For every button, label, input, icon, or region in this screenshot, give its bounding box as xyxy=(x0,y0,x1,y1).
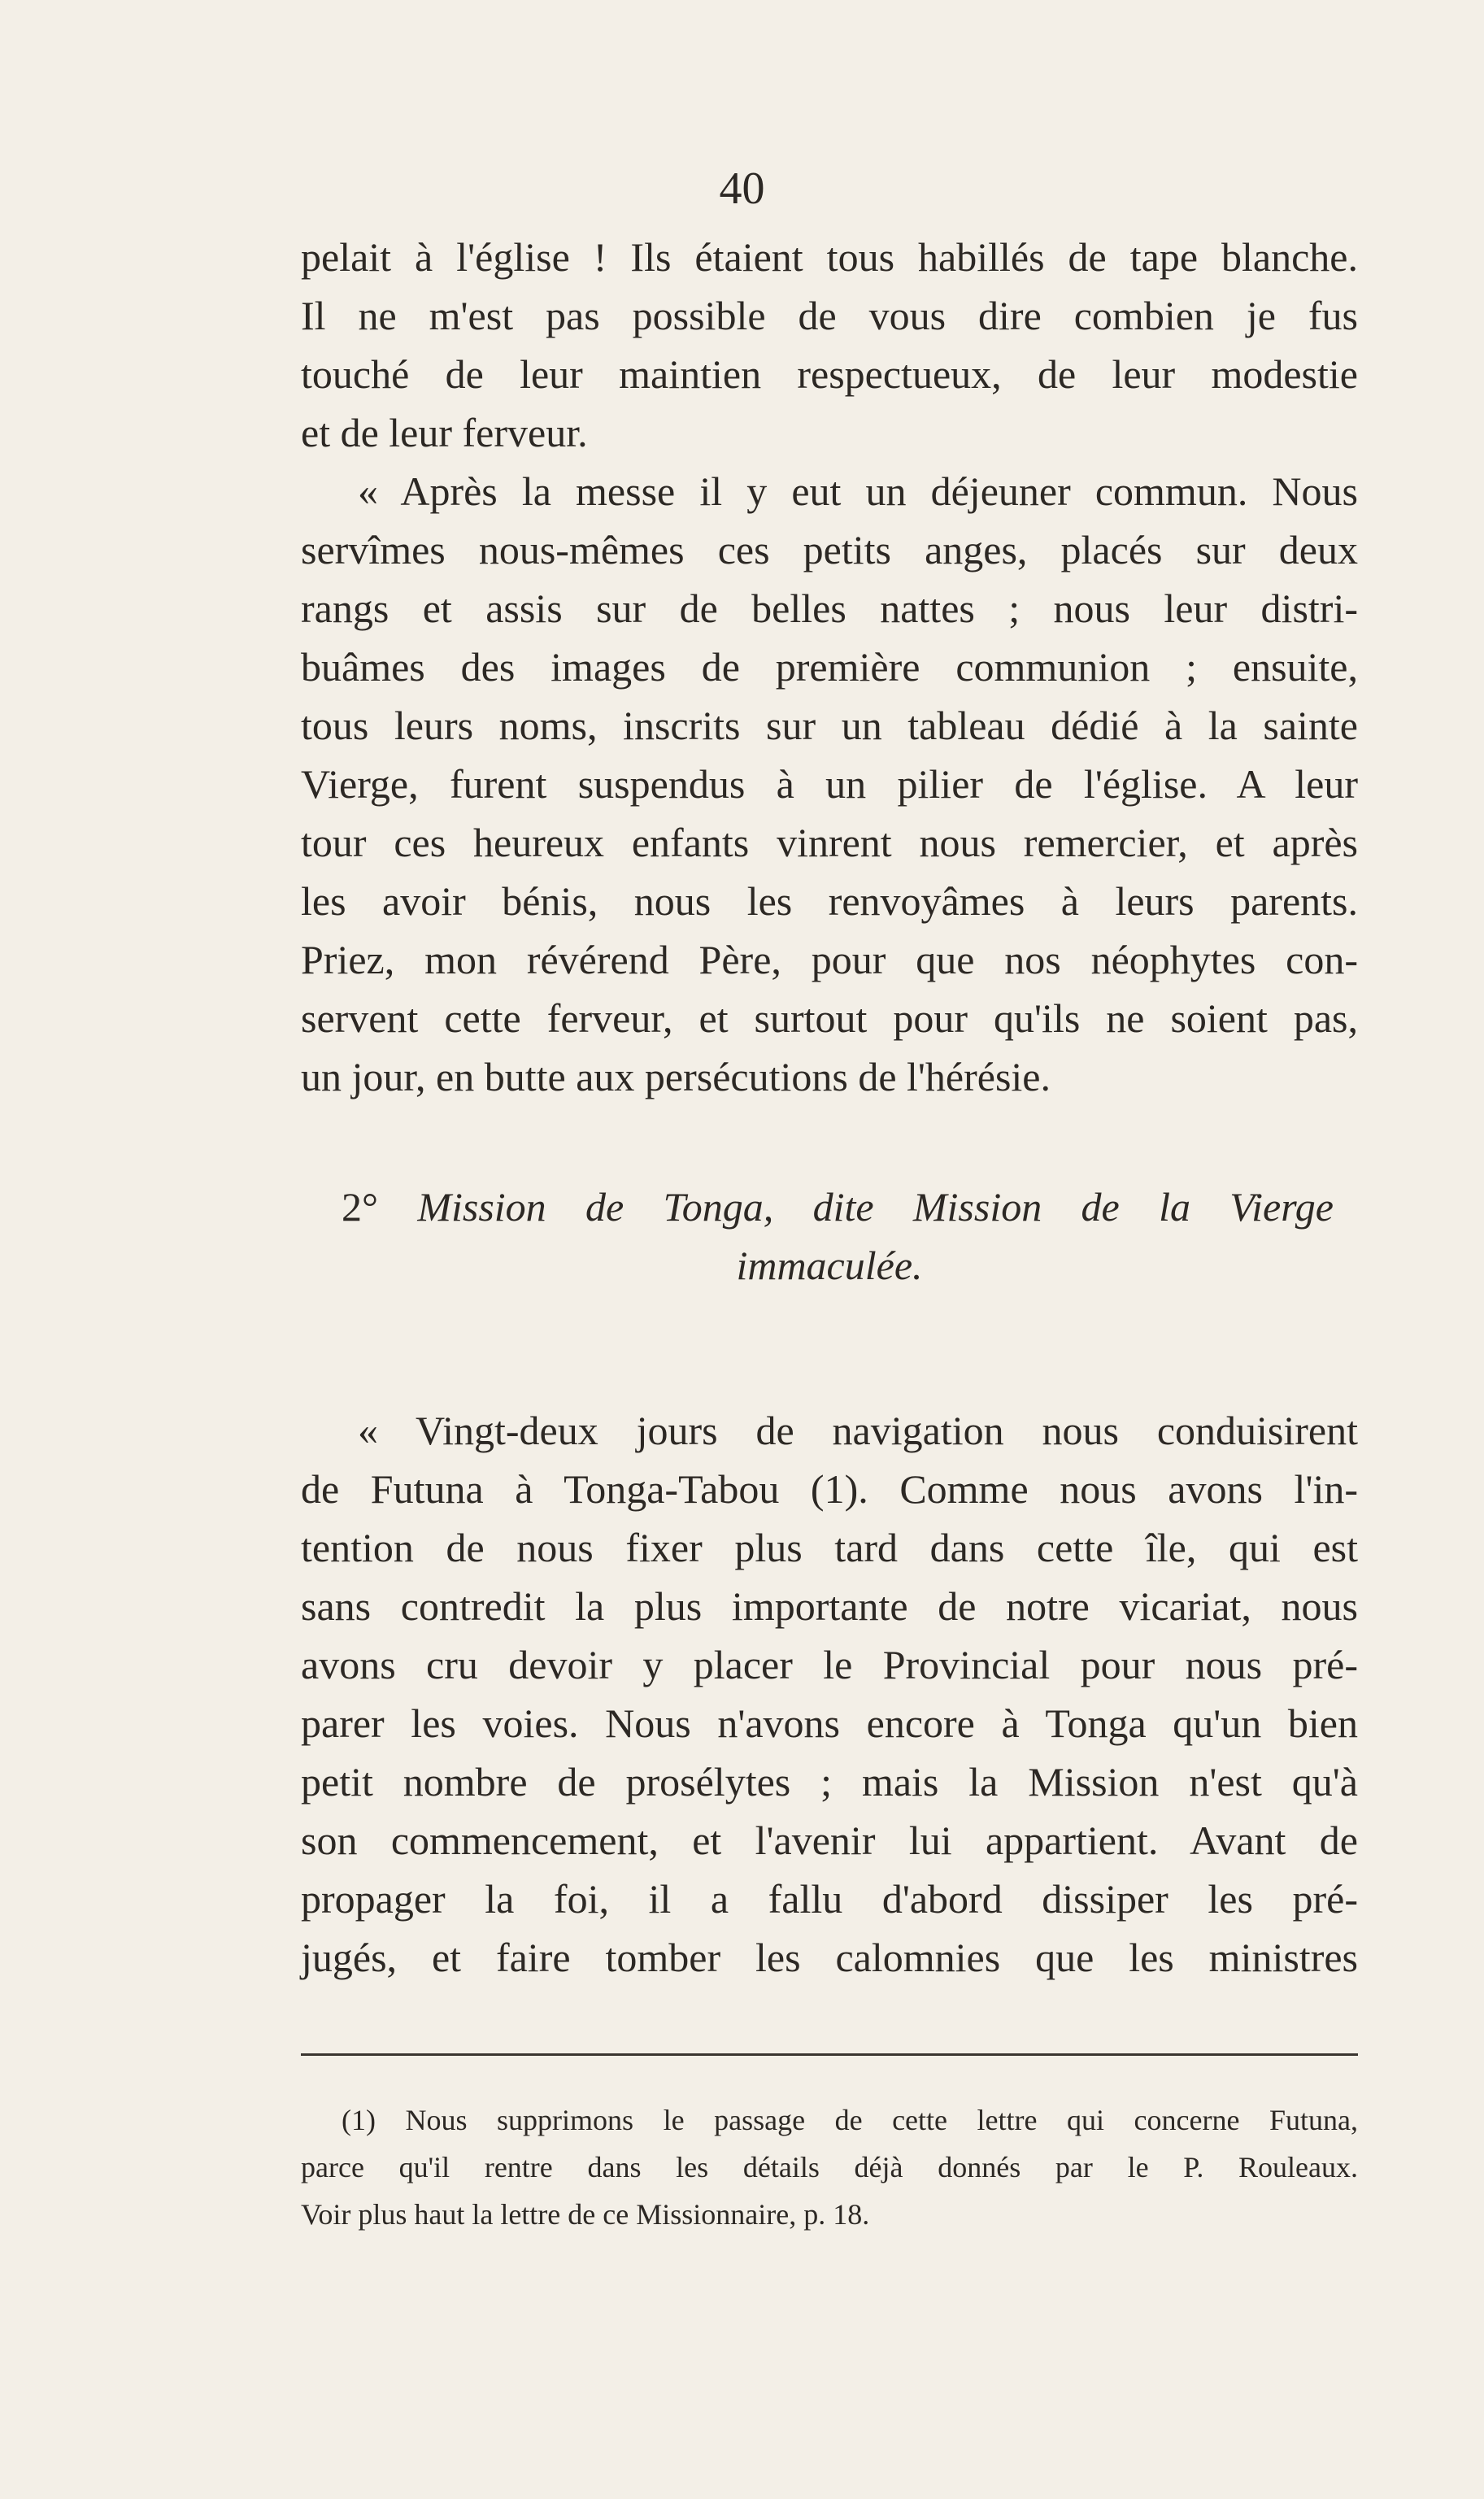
text-line: rangs et assis sur de belles nattes ; nous leur distri- xyxy=(301,586,1358,631)
footnote-divider xyxy=(301,2053,1358,2056)
section-heading-line-1 xyxy=(301,1178,1358,1236)
text-line: les avoir bénis, nous les renvoyâmes à leurs parents. xyxy=(301,878,1358,924)
text-line: petit nombre de prosélytes ; mais la Mission n'est qu'à xyxy=(301,1759,1358,1805)
text-line: parer les voies. Nous n'avons encore à Tonga qu'un bien xyxy=(301,1700,1358,1746)
section-number: 2° xyxy=(342,1184,378,1230)
text-line: son commencement, et l'avenir lui appartient. Avant de xyxy=(301,1818,1358,1863)
footnote-line: Voir plus haut la lettre de ce Missionnaire, p. 18. xyxy=(301,2198,870,2231)
footnote-line: parce qu'il rentre dans les détails déjà donnés par le P. Rouleaux. xyxy=(301,2151,1358,2183)
text-line: tention de nous fixer plus tard dans cette île, qui est xyxy=(301,1525,1358,1570)
text-line: propager la foi, il a fallu d'abord dissiper les pré- xyxy=(301,1876,1358,1922)
text-line: sans contredit la plus importante de notre vicariat, nous xyxy=(301,1583,1358,1629)
text-line: Vierge, furent suspendus à un pilier de l'église. A leur xyxy=(301,761,1358,807)
text-line: Il ne m'est pas possible de vous dire combien je fus xyxy=(301,293,1358,338)
text-line: jugés, et faire tomber les calomnies que les ministres xyxy=(301,1935,1358,1980)
text-line: de Futuna à Tonga-Tabou (1). Comme nous avons l'in- xyxy=(301,1466,1358,1512)
text-line: avons cru devoir y placer le Provincial pour nous pré- xyxy=(301,1642,1358,1687)
text-line: tous leurs noms, inscrits sur un tableau dédié à la sainte xyxy=(301,703,1358,748)
text-line: servent cette ferveur, et surtout pour qu'ils ne soient pas, xyxy=(301,995,1358,1041)
text-block-top xyxy=(301,228,1358,1106)
section-heading-line-2: immaculée. xyxy=(736,1243,923,1288)
text-line: touché de leur maintien respectueux, de leur modestie xyxy=(301,351,1358,397)
text-line: et de leur ferveur. xyxy=(301,410,588,455)
section-heading xyxy=(301,1178,1358,1295)
text-block-bottom xyxy=(301,1401,1358,1987)
text-line: un jour, en butte aux persécutions de l'hérésie. xyxy=(301,1054,1051,1099)
text-line: pelait à l'église ! Ils étaient tous habillés de tape blanche. xyxy=(301,234,1358,280)
footnote-line: (1) Nous supprimons le passage de cette lettre qui concerne Futuna, xyxy=(342,2104,1358,2136)
section-title-text: Mission de Tonga, dite Mission de la Vierge xyxy=(417,1184,1334,1230)
text-line: servîmes nous-mêmes ces petits anges, placés sur deux xyxy=(301,527,1358,573)
text-line: Priez, mon révérend Père, pour que nos néophytes con- xyxy=(301,937,1358,982)
text-line: tour ces heureux enfants vinrent nous remercier, et après xyxy=(301,820,1358,865)
text-line: buâmes des images de première communion ; ensuite, xyxy=(301,644,1358,690)
text-line: « Vingt-deux jours de navigation nous conduisirent xyxy=(358,1408,1358,1453)
footnote xyxy=(301,2096,1358,2238)
text-line: « Après la messe il y eut un déjeuner commun. Nous xyxy=(358,468,1358,514)
page-number: 40 xyxy=(719,163,765,214)
